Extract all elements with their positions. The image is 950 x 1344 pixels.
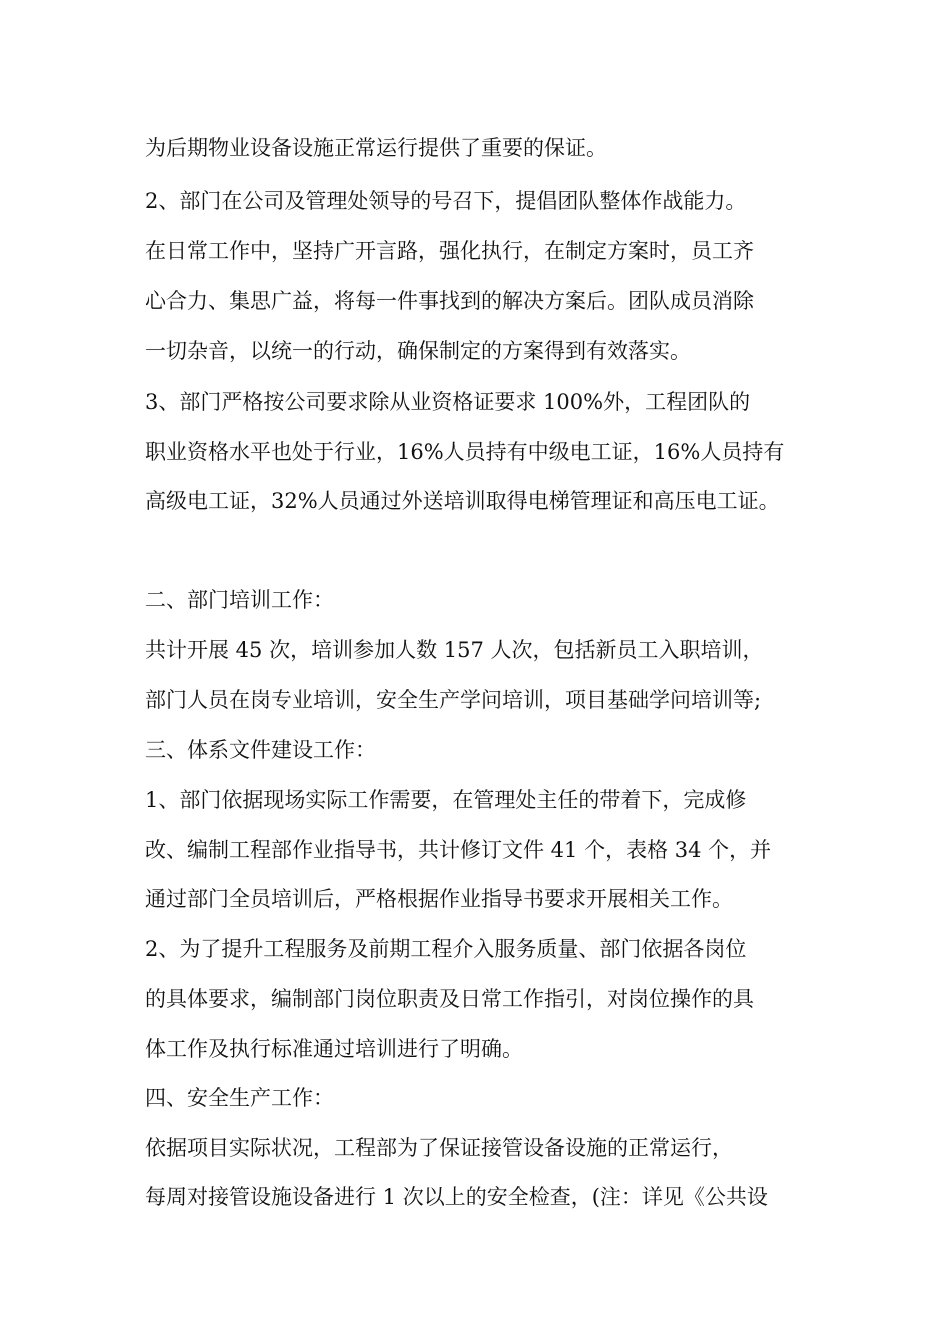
text-line: 部门人员在岗专业培训，安全生产学问培训，项目基础学问培训等; — [145, 688, 762, 712]
section-heading: 二、部门培训工作： — [145, 588, 334, 612]
text-line: 在日常工作中，坚持广开言路，强化执行，在制定方案时，员工齐 — [145, 239, 754, 263]
text-line: 每周对接管设施设备进行 1 次以上的安全检查，(注：详见《公共设 — [145, 1185, 768, 1209]
text-line: 2、部门在公司及管理处领导的号召下，提倡团队整体作战能力。 — [145, 189, 747, 213]
text-line: 3、部门严格按公司要求除从业资格证要求 100%外，工程团队的 — [145, 390, 751, 414]
text-line: 共计开展 45 次，培训参加人数 157 人次，包括新员工入职培训， — [145, 638, 764, 662]
text-line: 的具体要求，编制部门岗位职责及日常工作指引，对岗位操作的具 — [145, 987, 754, 1011]
text-line: 改、编制工程部作业指导书，共计修订文件 41 个，表格 34 个，并 — [145, 838, 772, 862]
text-line: 职业资格水平也处于行业，16%人员持有中级电工证，16%人员持有 — [145, 440, 785, 464]
section-heading: 三、体系文件建设工作： — [145, 738, 376, 762]
text-line: 2、为了提升工程服务及前期工程介入服务质量、部门依据各岗位 — [145, 937, 747, 961]
text-line: 1、部门依据现场实际工作需要，在管理处主任的带着下，完成修 — [145, 788, 747, 812]
text-line: 高级电工证，32%人员通过外送培训取得电梯管理证和高压电工证。 — [145, 489, 780, 513]
text-line: 依据项目实际状况，工程部为了保证接管设备设施的正常运行， — [145, 1136, 733, 1160]
text-line: 为后期物业设备设施正常运行提供了重要的保证。 — [145, 136, 607, 160]
text-line: 一切杂音，以统一的行动，确保制定的方案得到有效落实。 — [145, 339, 691, 363]
text-line: 通过部门全员培训后，严格根据作业指导书要求开展相关工作。 — [145, 887, 733, 911]
text-line: 心合力、集思广益，将每一件事找到的解决方案后。团队成员消除 — [145, 289, 754, 313]
text-line: 体工作及执行标准通过培训进行了明确。 — [145, 1037, 523, 1061]
section-heading: 四、安全生产工作： — [145, 1086, 334, 1110]
